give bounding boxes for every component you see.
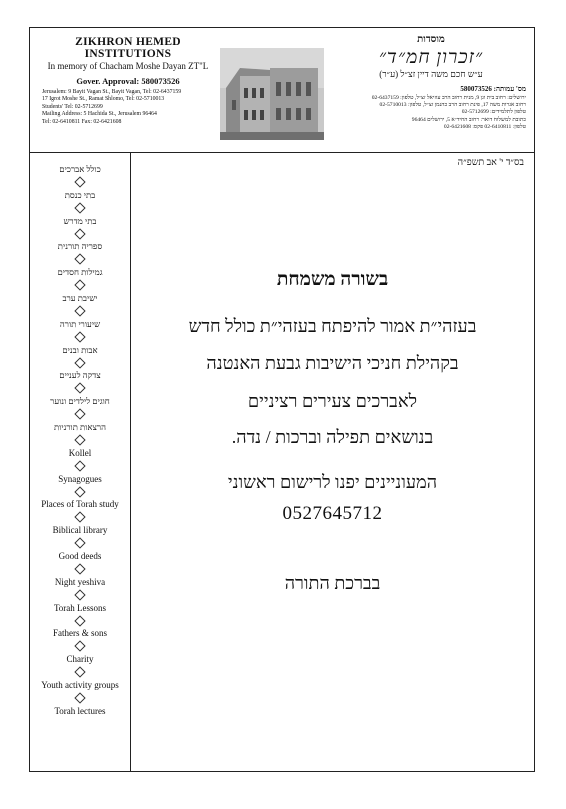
list-item bbox=[30, 293, 130, 319]
address-line: 17 Igrot Moshe St., Ramat Shlomo, Tel: 02-5710013 bbox=[42, 96, 165, 103]
diamond-icon bbox=[74, 409, 85, 420]
activity-label-he: ישיבת ערב bbox=[62, 292, 98, 303]
approval-en: Gover. Approval: 580073526 bbox=[76, 76, 180, 86]
list-item bbox=[30, 190, 130, 216]
list-item bbox=[30, 370, 130, 396]
activity-label-he: כולל אברכים bbox=[59, 164, 101, 174]
diamond-icon bbox=[74, 563, 85, 574]
announcement-line: בקהילת חניכי הישיבות גבעת האנטנה bbox=[206, 353, 459, 373]
list-item bbox=[30, 345, 130, 371]
diamond-icon bbox=[74, 589, 85, 600]
activities-sidebar bbox=[30, 153, 131, 771]
diamond-icon bbox=[74, 331, 85, 342]
activity-label-en: Fathers & sons bbox=[53, 628, 107, 639]
phone-number: 0527645712 bbox=[282, 503, 383, 524]
list-item bbox=[30, 396, 130, 422]
activity-label-en: Youth activity groups bbox=[41, 679, 119, 690]
list-item bbox=[30, 551, 130, 577]
address-line: Students' Tel: 02-5712699 bbox=[42, 103, 103, 110]
activity-label-he: שיעורי תורה bbox=[59, 318, 101, 329]
activity-label-he: בתי מדרש bbox=[63, 215, 97, 226]
address-line: טלפון: 02-6410811 פקס: 02-6421608 bbox=[443, 123, 526, 130]
diamond-icon bbox=[74, 357, 85, 368]
activity-label-he: גמילות חסדים bbox=[57, 267, 103, 278]
date-line: בס״ד י' אב תשפ״ה bbox=[457, 158, 524, 168]
letterhead-header bbox=[30, 28, 534, 153]
list-item bbox=[30, 706, 130, 732]
activity-label-en: Torah lectures bbox=[54, 705, 106, 716]
diamond-icon bbox=[74, 280, 85, 291]
list-item bbox=[30, 680, 130, 706]
diamond-icon bbox=[74, 202, 85, 213]
header-english bbox=[38, 36, 218, 126]
closing-line: בברכת התורה bbox=[284, 573, 381, 593]
address-line: טלפון לתלמידים: 02-5712699 bbox=[461, 109, 526, 116]
address-line: Tel: 02-6410811 Fax: 02-6421608 bbox=[42, 118, 122, 125]
announcement-title: בשורה משמחת bbox=[276, 269, 389, 290]
address-line: Jerusalem: 9 Bayit Vagan St., Bayit Vagan, Tel: 02-6437159 bbox=[42, 89, 182, 95]
diamond-icon bbox=[74, 692, 85, 703]
activity-label-en: Torah Lessons bbox=[53, 602, 107, 613]
diamond-icon bbox=[74, 537, 85, 548]
building-image bbox=[220, 48, 324, 140]
address-line: רחוב אגרות משה 17, פינת רחוב הרב כהנמן זצ״ל, טלפון: 02-5710013 bbox=[379, 102, 526, 109]
announcement-body bbox=[131, 153, 534, 771]
diamond-icon bbox=[74, 641, 85, 652]
list-item bbox=[30, 241, 130, 267]
org-name-he: ״זכרון חמ״ד״ bbox=[378, 47, 484, 68]
diamond-icon bbox=[74, 434, 85, 445]
list-item bbox=[30, 164, 130, 190]
diamond-icon bbox=[74, 460, 85, 471]
memorial-he: ע״ש חכם משה דיין זצ״ל (ע״ר) bbox=[379, 69, 483, 79]
contact-line: המעוניינים יפנו לרישום ראשוני bbox=[227, 472, 438, 492]
announcement-line: בנושאים תפילה וברכות / נדה. bbox=[231, 427, 434, 447]
header-hebrew bbox=[336, 34, 526, 131]
activity-label-he: חוגים לילדים ונוער bbox=[50, 396, 110, 407]
activity-label-he: הרצאות תורניות bbox=[54, 421, 106, 432]
list-item bbox=[30, 216, 130, 242]
activity-label-he: אבות ובנים bbox=[62, 344, 98, 355]
activity-label-he: בתי כנסת bbox=[64, 189, 96, 200]
list-item bbox=[30, 654, 130, 680]
list-item bbox=[30, 448, 130, 474]
diamond-icon bbox=[74, 383, 85, 394]
activity-label-en: Kollel bbox=[68, 447, 92, 458]
list-item bbox=[30, 422, 130, 448]
org-type-he: מוסדות bbox=[417, 34, 445, 45]
activity-label-he: צדקה לעניים bbox=[59, 370, 101, 381]
diamond-icon bbox=[74, 486, 85, 497]
org-subtitle-en: INSTITUTIONS bbox=[84, 48, 172, 60]
list-item bbox=[30, 577, 130, 603]
address-line: כתובת למשלוח דואר: רחוב החיד״א 5, ירושלים 96464 bbox=[411, 116, 526, 123]
list-item bbox=[30, 319, 130, 345]
list-item bbox=[30, 499, 130, 525]
diamond-icon bbox=[74, 228, 85, 239]
diamond-icon bbox=[74, 254, 85, 265]
activity-label-en: Good deeds bbox=[58, 550, 102, 561]
address-line: ירושלים: רחוב בית וגן 9, מנית רחוב הרב עוזיאל זצ״ל, טלפון: 02-6437159 bbox=[371, 95, 526, 101]
diamond-icon bbox=[74, 512, 85, 523]
list-item bbox=[30, 474, 130, 500]
announcement-line: בעזהי״ת אמור להיפתח בעזהי״ת כולל חדש bbox=[188, 316, 477, 336]
memorial-en: In memory of Chacham Moshe Dayan ZT"L bbox=[47, 61, 209, 71]
announcement-line: לאברכים צעירים רציניים bbox=[247, 391, 418, 411]
diamond-icon bbox=[74, 666, 85, 677]
list-item bbox=[30, 603, 130, 629]
approval-he: מס' עמותה: 580073526 bbox=[460, 85, 526, 93]
org-name-en: ZIKHRON HEMED bbox=[75, 36, 181, 48]
address-line: Mailing Address: 5 Hachida St., Jerusalem 96464 bbox=[42, 111, 157, 118]
activity-label-en: Places of Torah study bbox=[41, 499, 119, 510]
diamond-icon bbox=[74, 615, 85, 626]
address-block-he bbox=[336, 95, 526, 131]
letterhead-frame bbox=[29, 27, 535, 772]
activity-label-he: ספריה תורנית bbox=[57, 241, 103, 252]
activities-list bbox=[30, 164, 130, 732]
diamond-icon bbox=[74, 305, 85, 316]
activity-label-en: Synagogues bbox=[58, 473, 102, 484]
building-photo bbox=[220, 48, 324, 140]
activity-label-en: Night yeshiva bbox=[54, 576, 106, 587]
address-block-en bbox=[38, 89, 218, 126]
list-item bbox=[30, 267, 130, 293]
diamond-icon bbox=[74, 176, 85, 187]
list-item bbox=[30, 628, 130, 654]
activity-label-en: Charity bbox=[66, 654, 94, 665]
list-item bbox=[30, 525, 130, 551]
activity-label-en: Biblical library bbox=[52, 525, 108, 536]
